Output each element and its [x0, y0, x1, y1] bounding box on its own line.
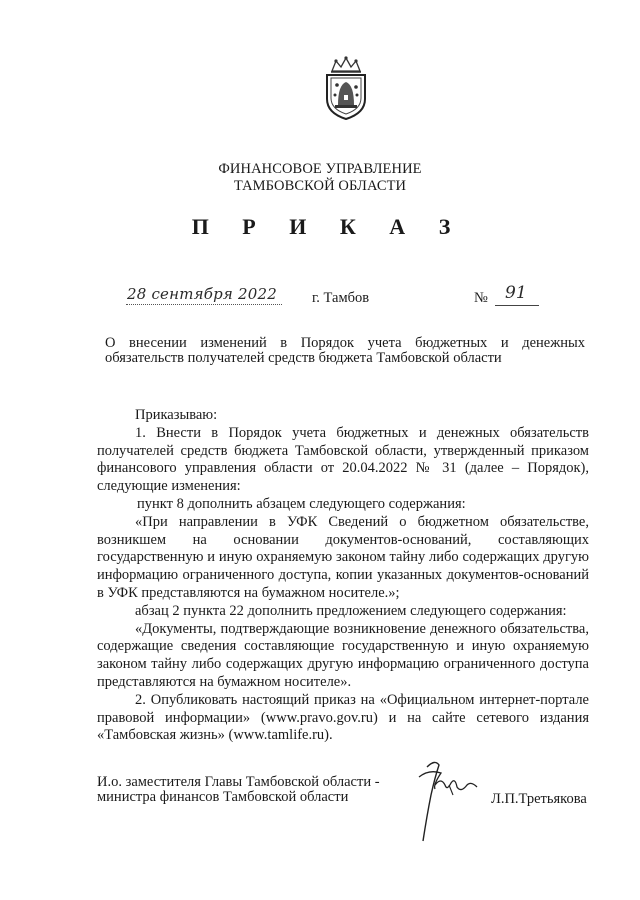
- city-label: г. Тамбов: [312, 290, 370, 306]
- number-underline: [495, 305, 539, 306]
- body-paragraph-4: абзац 2 пункта 22 дополнить предложением следующего содержания:: [135, 602, 567, 619]
- order-body: [97, 407, 589, 745]
- body-paragraph-3: «При направлении в УФК Сведений о бюджетном обязательстве, возникшем на основании документов-оснований, составляющих государственную и иную охраняемую законом тайну либо содержащих другую информацию ограниченного доступа, копии указанных документов-оснований в УФК представляются на бумажном носителе.»;: [97, 513, 589, 601]
- signatory-position-line1: И.о. заместителя Главы Тамбовской области -: [97, 774, 380, 790]
- body-paragraph-5: «Документы, подтверждающие возникновение денежного обязательства, содержащие сведения составляющие государственную и иную охраняемую законом тайну либо содержащих другую информацию ограниченного доступа представляются на бумажном носителе».: [97, 620, 589, 690]
- coat-of-arms-icon: [318, 55, 374, 121]
- handwritten-number: 91: [505, 283, 527, 303]
- signatory-position: [97, 775, 407, 805]
- order-subject: О внесении изменений в Порядок учета бюджетных и денежных обязательств получателей средств бюджета Тамбовской области: [105, 335, 585, 366]
- signatory-name: Л.П.Третьякова: [491, 791, 587, 807]
- number-label: №: [474, 290, 488, 306]
- org-name-line2: ТАМБОВСКОЙ ОБЛАСТИ: [233, 178, 407, 194]
- body-intro: Приказываю:: [135, 407, 218, 423]
- org-name-line1: ФИНАНСОВОЕ УПРАВЛЕНИЕ: [218, 161, 422, 177]
- body-paragraph-1: 1. Внести в Порядок учета бюджетных и денежных обязательств получателей средств бюджета Тамбовской области, утвержденный приказом финансового управления области от 20.04.2022 № 31 (далее – Порядок), следующие изменения:: [97, 424, 589, 495]
- handwritten-date: 28 сентября 2022: [127, 285, 277, 303]
- signatory-position-line2: министра финансов Тамбовской области: [97, 789, 349, 805]
- handwritten-signature: [405, 755, 487, 845]
- body-paragraph-6: 2. Опубликовать настоящий приказ на «Официальном интернет-портале правовой информации» (www.pravo.gov.ru) и на сайте сетевого издания «Тамбовская жизнь» (www.tamlife.ru).: [97, 691, 589, 744]
- body-paragraph-2: пункт 8 дополнить абзацем следующего содержания:: [137, 495, 466, 512]
- document-title: П Р И К А З: [191, 214, 465, 239]
- date-underline: [126, 304, 282, 305]
